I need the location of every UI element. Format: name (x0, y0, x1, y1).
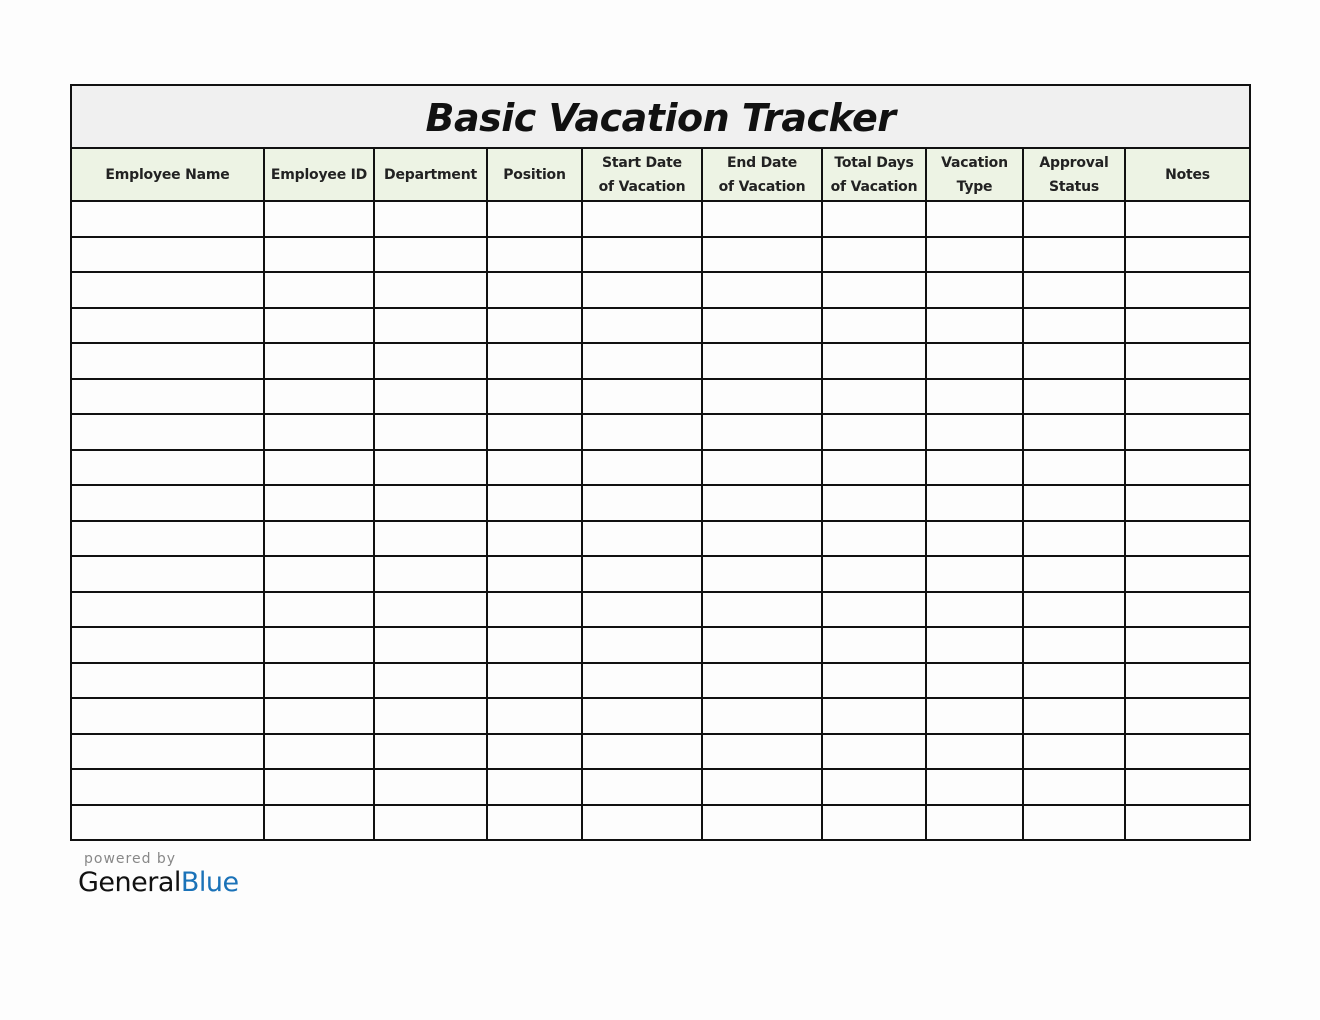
column-header: Department (374, 149, 487, 201)
table-cell[interactable] (72, 592, 264, 628)
table-cell[interactable] (926, 414, 1023, 450)
table-cell[interactable] (487, 201, 582, 237)
table-cell[interactable] (582, 414, 702, 450)
table-cell[interactable] (702, 521, 822, 557)
table-cell[interactable] (582, 556, 702, 592)
table-cell[interactable] (72, 627, 264, 663)
table-cell[interactable] (582, 379, 702, 415)
table-cell[interactable] (264, 805, 374, 840)
table-cell[interactable] (487, 627, 582, 663)
table-cell[interactable] (822, 769, 926, 805)
table-cell[interactable] (822, 343, 926, 379)
table-cell[interactable] (822, 698, 926, 734)
table-cell[interactable] (582, 663, 702, 699)
table-cell[interactable] (487, 343, 582, 379)
table-cell[interactable] (264, 450, 374, 486)
table-cell[interactable] (702, 663, 822, 699)
table-cell[interactable] (926, 698, 1023, 734)
table-cell[interactable] (72, 450, 264, 486)
table-cell[interactable] (926, 592, 1023, 628)
table-cell[interactable] (1023, 805, 1125, 840)
table-cell[interactable] (1125, 592, 1249, 628)
table-cell[interactable] (926, 450, 1023, 486)
table-cell[interactable] (702, 769, 822, 805)
table-cell[interactable] (72, 201, 264, 237)
table-cell[interactable] (374, 308, 487, 344)
table-cell[interactable] (487, 556, 582, 592)
table-cell[interactable] (702, 698, 822, 734)
table-cell[interactable] (1125, 627, 1249, 663)
table-cell[interactable] (264, 308, 374, 344)
table-cell[interactable] (582, 627, 702, 663)
table-row (72, 343, 1249, 379)
table-row (72, 698, 1249, 734)
table-cell[interactable] (926, 627, 1023, 663)
table-cell[interactable] (374, 734, 487, 770)
table-cell[interactable] (582, 485, 702, 521)
header-row (72, 149, 1249, 201)
table-cell[interactable] (702, 592, 822, 628)
table-cell[interactable] (374, 805, 487, 840)
table-cell[interactable] (1125, 556, 1249, 592)
column-header: Employee Name (72, 149, 264, 201)
table-cell[interactable] (487, 592, 582, 628)
table-cell[interactable] (1125, 698, 1249, 734)
table-cell[interactable] (1023, 627, 1125, 663)
table-cell[interactable] (1125, 379, 1249, 415)
table-row (72, 414, 1249, 450)
table-cell[interactable] (702, 343, 822, 379)
table-cell[interactable] (1023, 556, 1125, 592)
table-cell[interactable] (374, 237, 487, 273)
table-cell[interactable] (264, 237, 374, 273)
table-cell[interactable] (72, 237, 264, 273)
table-cell[interactable] (822, 379, 926, 415)
table-cell[interactable] (926, 343, 1023, 379)
table-cell[interactable] (374, 556, 487, 592)
table-row (72, 485, 1249, 521)
table-cell[interactable] (72, 485, 264, 521)
table-cell[interactable] (822, 592, 926, 628)
table-cell[interactable] (1125, 734, 1249, 770)
table-cell[interactable] (72, 805, 264, 840)
table-cell[interactable] (702, 485, 822, 521)
table-cell[interactable] (1023, 734, 1125, 770)
table-cell[interactable] (487, 698, 582, 734)
table-cell[interactable] (72, 414, 264, 450)
table-cell[interactable] (702, 556, 822, 592)
table-cell[interactable] (822, 521, 926, 557)
table-cell[interactable] (374, 592, 487, 628)
table-cell[interactable] (1023, 698, 1125, 734)
table-cell[interactable] (582, 237, 702, 273)
table-cell[interactable] (1125, 663, 1249, 699)
table-cell[interactable] (72, 379, 264, 415)
table-cell[interactable] (582, 201, 702, 237)
table-cell[interactable] (264, 272, 374, 308)
table-cell[interactable] (264, 414, 374, 450)
brand-blue: Blue (180, 867, 239, 898)
table-cell[interactable] (72, 308, 264, 344)
table-cell[interactable] (582, 450, 702, 486)
table-cell[interactable] (926, 201, 1023, 237)
table-cell[interactable] (487, 521, 582, 557)
table-cell[interactable] (582, 521, 702, 557)
table-cell[interactable] (487, 308, 582, 344)
table-cell[interactable] (1125, 308, 1249, 344)
table-cell[interactable] (1023, 663, 1125, 699)
table-cell[interactable] (264, 201, 374, 237)
table-cell[interactable] (487, 272, 582, 308)
table-cell[interactable] (582, 698, 702, 734)
table-cell[interactable] (582, 272, 702, 308)
table-cell[interactable] (1023, 201, 1125, 237)
table-cell[interactable] (926, 485, 1023, 521)
column-header: End Date of Vacation (702, 149, 822, 201)
table-cell[interactable] (582, 769, 702, 805)
table-cell[interactable] (487, 734, 582, 770)
table-cell[interactable] (487, 414, 582, 450)
page-title: Basic Vacation Tracker (425, 95, 896, 140)
table-cell[interactable] (822, 450, 926, 486)
table-cell[interactable] (582, 734, 702, 770)
table-cell[interactable] (822, 805, 926, 840)
powered-by-text: powered by (84, 851, 177, 867)
table-cell[interactable] (1125, 521, 1249, 557)
column-header: Vacation Type (926, 149, 1023, 201)
table-cell[interactable] (1023, 379, 1125, 415)
column-header: Start Date of Vacation (582, 149, 702, 201)
table-cell[interactable] (1023, 592, 1125, 628)
table-cell[interactable] (264, 627, 374, 663)
table-cell[interactable] (822, 627, 926, 663)
table-cell[interactable] (822, 201, 926, 237)
table-cell[interactable] (1125, 343, 1249, 379)
table-row (72, 450, 1249, 486)
title-bar (72, 86, 1249, 149)
table-cell[interactable] (72, 343, 264, 379)
table-cell[interactable] (1023, 485, 1125, 521)
table-cell[interactable] (487, 769, 582, 805)
column-header: Notes (1125, 149, 1249, 201)
table-cell[interactable] (374, 414, 487, 450)
table-cell[interactable] (926, 663, 1023, 699)
table-cell[interactable] (822, 237, 926, 273)
table-cell[interactable] (1023, 521, 1125, 557)
table-cell[interactable] (72, 734, 264, 770)
table-cell[interactable] (702, 272, 822, 308)
table-cell[interactable] (926, 521, 1023, 557)
table-cell[interactable] (702, 379, 822, 415)
table-cell[interactable] (926, 805, 1023, 840)
table-row (72, 769, 1249, 805)
table-cell[interactable] (702, 237, 822, 273)
table-cell[interactable] (822, 272, 926, 308)
table-cell[interactable] (822, 663, 926, 699)
table-cell[interactable] (72, 698, 264, 734)
footer (78, 851, 239, 898)
table-cell[interactable] (72, 521, 264, 557)
table-cell[interactable] (702, 734, 822, 770)
table-cell[interactable] (487, 450, 582, 486)
table-cell[interactable] (926, 308, 1023, 344)
table-cell[interactable] (926, 379, 1023, 415)
table-cell[interactable] (926, 769, 1023, 805)
table-cell[interactable] (822, 556, 926, 592)
table-cell[interactable] (1125, 769, 1249, 805)
table-cell[interactable] (264, 343, 374, 379)
table-row (72, 627, 1249, 663)
table-cell[interactable] (822, 485, 926, 521)
table-cell[interactable] (72, 272, 264, 308)
table-cell[interactable] (264, 379, 374, 415)
table-cell[interactable] (72, 556, 264, 592)
table-cell[interactable] (702, 450, 822, 486)
table-cell[interactable] (264, 485, 374, 521)
column-header: Approval Status (1023, 149, 1125, 201)
table-cell[interactable] (582, 343, 702, 379)
table-cell[interactable] (822, 734, 926, 770)
table-cell[interactable] (374, 663, 487, 699)
table-cell[interactable] (1125, 272, 1249, 308)
table-cell[interactable] (582, 308, 702, 344)
table-cell[interactable] (926, 734, 1023, 770)
table-cell[interactable] (487, 379, 582, 415)
table-cell[interactable] (374, 201, 487, 237)
table-cell[interactable] (374, 769, 487, 805)
table-cell[interactable] (926, 556, 1023, 592)
table-row (72, 592, 1249, 628)
table-cell[interactable] (374, 485, 487, 521)
vacation-table (72, 149, 1249, 839)
table-cell[interactable] (264, 698, 374, 734)
table-row (72, 308, 1249, 344)
table-cell[interactable] (264, 521, 374, 557)
table-row (72, 521, 1249, 557)
table-cell[interactable] (72, 663, 264, 699)
table-cell[interactable] (374, 698, 487, 734)
table-cell[interactable] (1023, 414, 1125, 450)
table-cell[interactable] (374, 379, 487, 415)
table-cell[interactable] (374, 272, 487, 308)
table-cell[interactable] (926, 272, 1023, 308)
table-cell[interactable] (264, 734, 374, 770)
column-header: Employee ID (264, 149, 374, 201)
table-cell[interactable] (822, 414, 926, 450)
table-cell[interactable] (264, 592, 374, 628)
table-cell[interactable] (72, 769, 264, 805)
brand-general: General (78, 867, 181, 898)
table-cell[interactable] (702, 414, 822, 450)
column-header: Position (487, 149, 582, 201)
table-cell[interactable] (582, 805, 702, 840)
table-cell[interactable] (702, 627, 822, 663)
table-cell[interactable] (264, 769, 374, 805)
table-row (72, 237, 1249, 273)
table-cell[interactable] (1023, 343, 1125, 379)
table-cell[interactable] (374, 343, 487, 379)
table-cell[interactable] (264, 663, 374, 699)
table-cell[interactable] (1023, 450, 1125, 486)
table-cell[interactable] (822, 308, 926, 344)
table-row (72, 272, 1249, 308)
table-row (72, 379, 1249, 415)
table-row (72, 734, 1249, 770)
table-cell[interactable] (374, 521, 487, 557)
table-cell[interactable] (1125, 805, 1249, 840)
table-cell[interactable] (487, 663, 582, 699)
table-cell[interactable] (264, 556, 374, 592)
table-cell[interactable] (1125, 201, 1249, 237)
table-row (72, 201, 1249, 237)
table-cell[interactable] (582, 592, 702, 628)
vacation-tracker-sheet (70, 84, 1251, 841)
table-row (72, 805, 1249, 840)
table-row (72, 556, 1249, 592)
table-cell[interactable] (487, 805, 582, 840)
generalblue-logo[interactable] (78, 867, 239, 898)
table-cell[interactable] (374, 450, 487, 486)
table-cell[interactable] (702, 201, 822, 237)
table-cell[interactable] (1125, 237, 1249, 273)
column-header: Total Days of Vacation (822, 149, 926, 201)
table-cell[interactable] (1023, 308, 1125, 344)
table-cell[interactable] (702, 308, 822, 344)
table-cell[interactable] (487, 237, 582, 273)
table-cell[interactable] (1023, 237, 1125, 273)
table-cell[interactable] (374, 627, 487, 663)
table-cell[interactable] (1023, 272, 1125, 308)
table-cell[interactable] (1125, 414, 1249, 450)
table-cell[interactable] (1023, 769, 1125, 805)
table-cell[interactable] (487, 485, 582, 521)
table-cell[interactable] (702, 805, 822, 840)
table-cell[interactable] (1125, 450, 1249, 486)
table-cell[interactable] (926, 237, 1023, 273)
table-cell[interactable] (1125, 485, 1249, 521)
table-row (72, 663, 1249, 699)
